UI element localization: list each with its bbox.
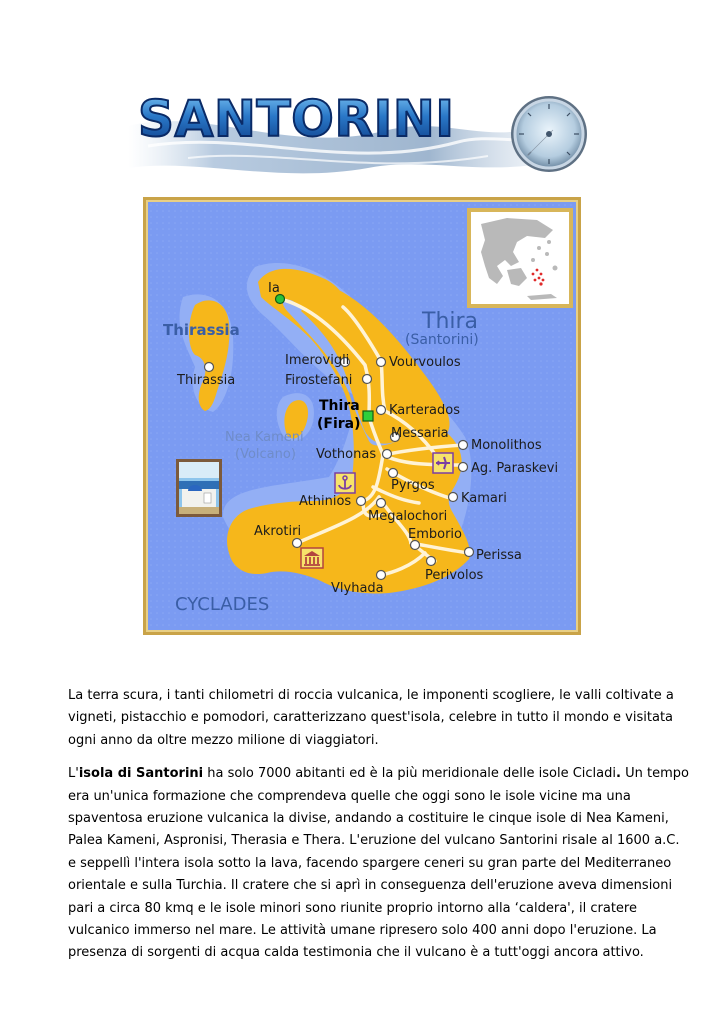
label-monolithos: Monolithos [471, 438, 542, 453]
fira-marker [363, 411, 373, 421]
text-line: spaventosa eruzione vulcanica la divise, andando a costituire le cinque isole di Nea Kameni, [68, 811, 669, 827]
label-vourvoulos: Vourvoulos [389, 355, 461, 370]
airport-plane-icon [433, 453, 453, 473]
greece-locator-map [467, 208, 573, 308]
label-thirassia-island: Thirassia [163, 321, 240, 339]
label-firostefani: Firostefani [285, 373, 353, 388]
history-paragraph [68, 763, 689, 965]
map-region-label: CYCLADES [175, 594, 270, 615]
label-vlyhada: Vlyhada [331, 581, 384, 596]
text-line: vigneti, pistacchio e pomodori, caratterizzano quest'isola, celebre in tutto il mondo e visitata [68, 710, 674, 726]
text-line: era un'unica formazione che comprendeva quelle che oggi sono le isole vicine ma una [68, 788, 631, 804]
label-megalochori: Megalochori [368, 509, 448, 524]
label-athinios: Athinios [299, 494, 352, 509]
inline-text: Un tempo [620, 766, 689, 782]
label-fira: (Fira) [317, 416, 361, 432]
label-vothonas: Vothonas [316, 447, 377, 462]
label-emborio: Emborio [408, 527, 462, 542]
label-thira: Thira [319, 398, 360, 414]
label-perissa: Perissa [476, 548, 522, 563]
port-anchor-icon [335, 473, 355, 493]
label-imerovigli: Imerovigli [285, 353, 350, 368]
article-body [68, 685, 689, 965]
text-line: La terra scura, i tanti chilometri di roccia vulcanica, le imponenti scogliere, le valli coltivate a [68, 688, 674, 703]
label-ag-paraskevi: Ag. Paraskevi [471, 461, 559, 476]
santorini-map [143, 197, 581, 635]
label-karterados: Karterados [389, 403, 460, 418]
island-name-bold: isola di Santorini [78, 766, 204, 782]
text-line: Palea Kameni, Aspronisi, Therasia e Thera. L'eruzione del vulcano Santorini risale al 1600 a.C. [68, 833, 680, 849]
label-perivolos: Perivolos [425, 568, 484, 583]
label-pyrgos: Pyrgos [391, 478, 435, 493]
text-line: ogni anno da oltre mezzo milione di viaggiatori. [68, 732, 379, 748]
text-line: presenza di sorgenti di acqua calda testimonia che il vulcano è a tutt'oggi ancora attivo. [68, 945, 644, 961]
intro-paragraph [68, 685, 674, 752]
santorini-photo-thumbnail [176, 459, 222, 517]
label-volcano: (Volcano) [235, 447, 296, 462]
text-line: vulcanico immerso nel mare. Le attività umane ripresero solo 400 anni dopo l'eruzione. La [68, 923, 657, 939]
text-line: pari a circa 80 kmq e le isole minori sono riunite proprio intorno alla ‘caldera', il cratere [68, 900, 637, 916]
map-title: Thira [422, 309, 479, 334]
text-line: orientale e sulla Turchia. Il cratere che si aprì in conseguenza dell'eruzione aveva dimensioni [68, 878, 673, 894]
label-akrotiri: Akrotiri [254, 524, 302, 539]
santorini-banner [128, 86, 596, 186]
banner-title: SANTORINI [138, 90, 456, 148]
text-line [68, 763, 689, 785]
lead-text: L' [68, 766, 79, 782]
bold-period: . [616, 766, 621, 782]
text-line: e seppellì l'intera isola sotto la lava, facendo spargere ceneri su gran parte del Mediterraneo [68, 855, 672, 871]
label-nea-kameni: Nea Kameni [225, 430, 304, 445]
label-thirassia-town: Thirassia [177, 373, 236, 388]
label-messaria: Messaria [391, 426, 449, 441]
museum-temple-icon [301, 548, 323, 568]
label-ia: Ia [268, 281, 280, 296]
label-kamari: Kamari [461, 491, 507, 506]
inline-text: ha solo 7000 abitanti ed è la più meridionale delle isole Cicladi [203, 766, 616, 782]
compass-icon [511, 96, 587, 172]
map-subtitle: (Santorini) [405, 332, 479, 348]
